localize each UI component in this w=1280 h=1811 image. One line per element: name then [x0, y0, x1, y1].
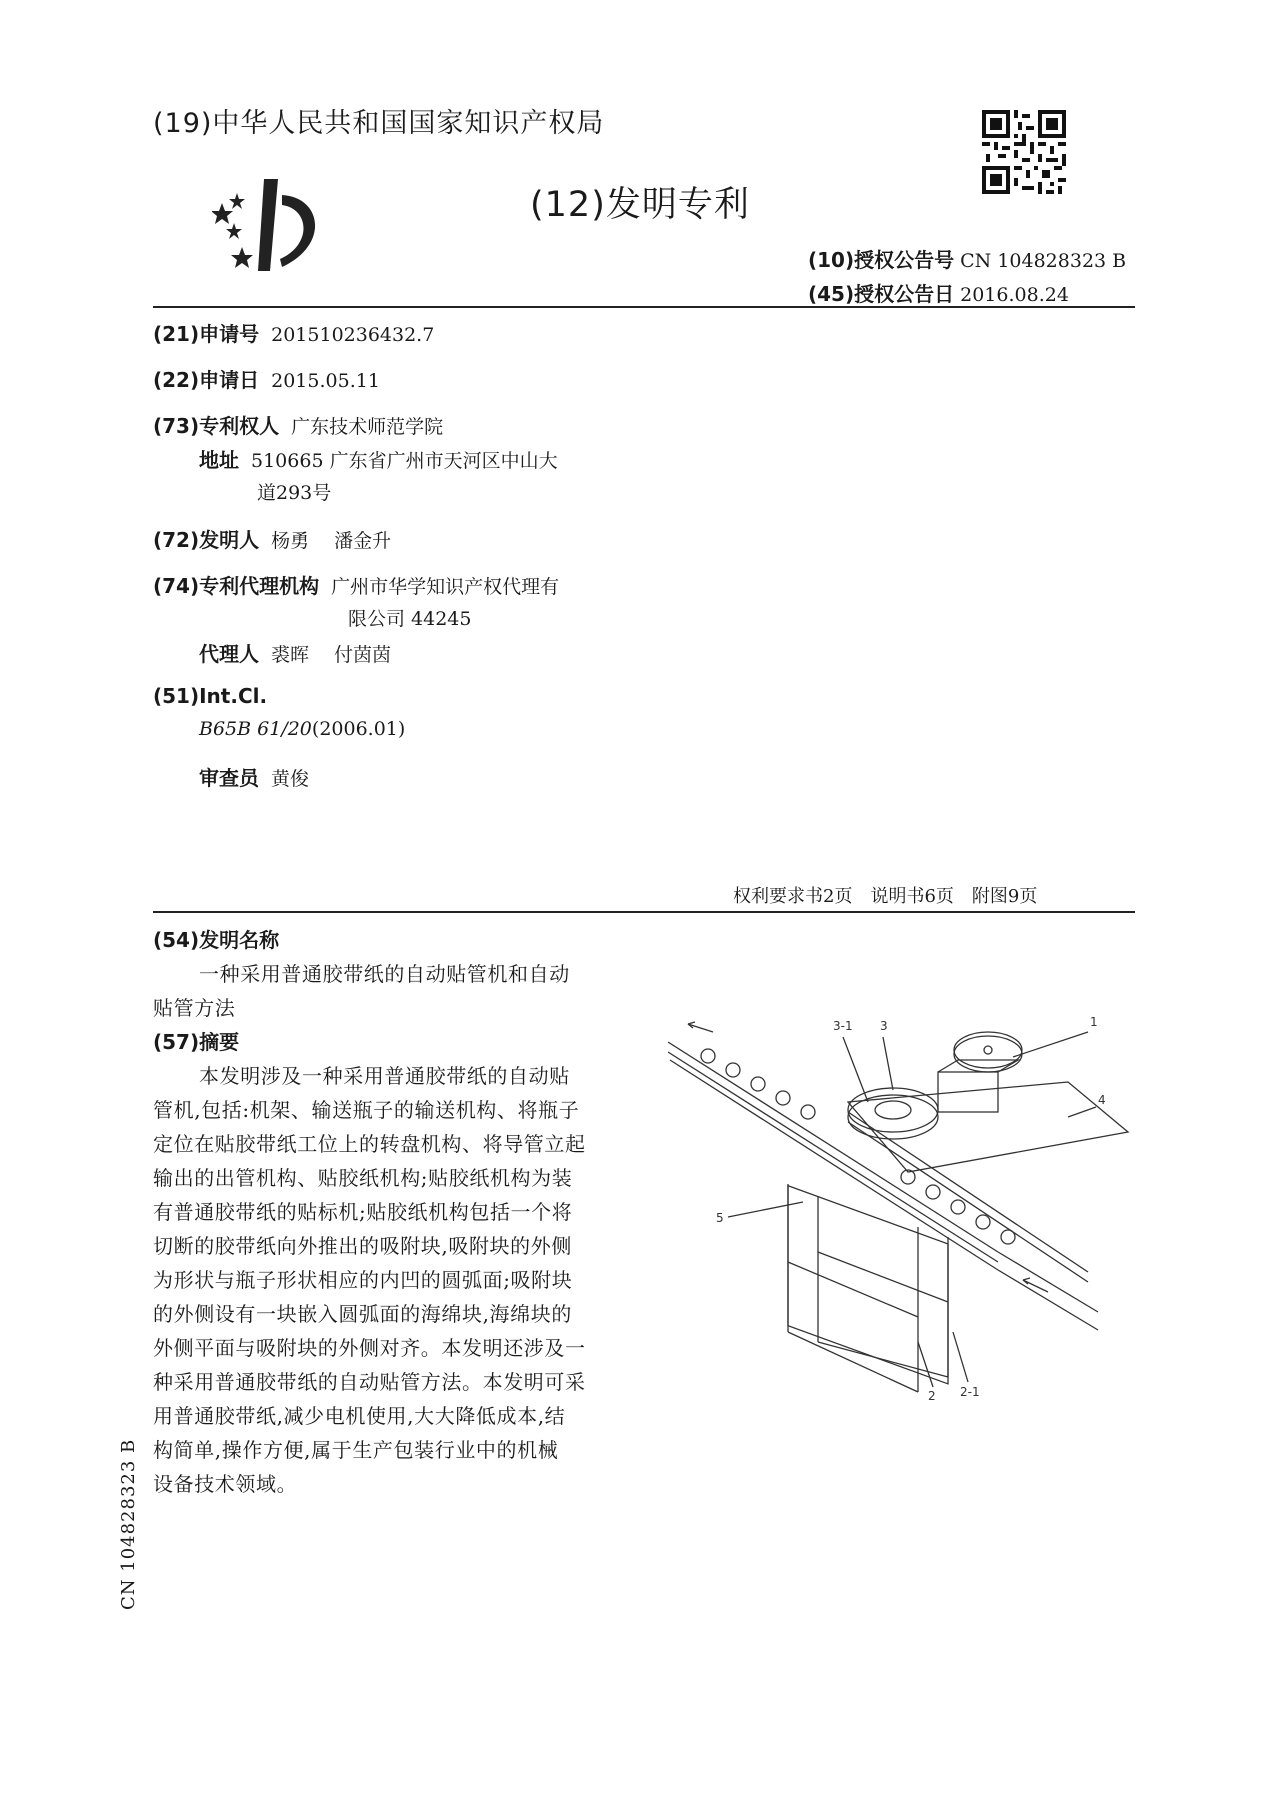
patentee-value: 广东技术师范学院 — [291, 416, 444, 438]
drawing-label: 4 — [1098, 1093, 1106, 1107]
examiner-row — [199, 762, 309, 791]
invention-title-label: (54)发明名称 — [153, 928, 280, 952]
agent-label: 代理人 — [199, 642, 259, 666]
abstract-line: 用普通胶带纸,减少电机使用,大大降低成本,结 — [153, 1404, 566, 1428]
application-date-label: (22)申请日 — [153, 368, 260, 392]
header-divider — [153, 306, 1135, 308]
drawing-label: 1 — [1090, 1015, 1098, 1029]
application-date-value: 2015.05.11 — [271, 370, 380, 392]
section-divider — [153, 911, 1135, 913]
inventors-label: (72)发明人 — [153, 528, 260, 552]
machine-drawing — [668, 1012, 1148, 1402]
application-number-value: 201510236432.7 — [271, 324, 435, 346]
patentee-row — [153, 410, 443, 439]
patentee-label: (73)专利权人 — [153, 414, 280, 438]
address-value-continued: 道293号 — [257, 482, 332, 504]
agent-value: 裘晖 付茵茵 — [271, 644, 392, 666]
description-page-count: 说明书6页 — [870, 886, 954, 907]
abstract-line: 外侧平面与吸附块的外侧对齐。本发明还涉及一 — [153, 1336, 586, 1360]
address-label: 地址 — [199, 448, 239, 472]
abstract-line: 定位在贴胶带纸工位上的转盘机构、将导管立起 — [153, 1132, 586, 1156]
examiner-value: 黄俊 — [271, 768, 310, 790]
cnipa-emblem-icon — [212, 175, 336, 275]
agency-row — [153, 570, 559, 599]
abstract-line: 切断的胶带纸向外推出的吸附块,吸附块的外侧 — [153, 1234, 572, 1258]
qr-code-icon — [982, 110, 1066, 194]
drawing-label: 2 — [928, 1389, 936, 1402]
invention-title-line-2: 贴管方法 — [153, 996, 236, 1020]
document-type: (12)发明专利 — [530, 185, 750, 225]
examiner-label: 审查员 — [199, 766, 259, 790]
intcl-row — [153, 684, 267, 708]
publication-date-value: 2016.08.24 — [960, 284, 1069, 306]
abstract-line: 输出的出管机构、贴胶纸机构;贴胶纸机构为装 — [153, 1166, 573, 1190]
abstract-line: 的外侧设有一块嵌入圆弧面的海绵块,海绵块的 — [153, 1302, 572, 1326]
application-number-label: (21)申请号 — [153, 322, 260, 346]
publication-number-row — [808, 244, 1126, 273]
side-patent-number: CN 104828323 B — [118, 1438, 139, 1610]
abstract-line: 为形状与瓶子形状相应的内凹的圆弧面;吸附块 — [153, 1268, 573, 1292]
abstract-line: 构简单,操作方便,属于生产包装行业中的机械 — [153, 1438, 559, 1462]
page-counts — [733, 882, 1055, 908]
abstract-label: (57)摘要 — [153, 1030, 240, 1054]
agent-row — [199, 638, 391, 667]
abstract-line: 设备技术领域。 — [153, 1472, 298, 1496]
intcl-label: (51)Int.Cl. — [153, 684, 268, 708]
drawing-label: 3-1 — [833, 1019, 853, 1033]
drawing-label: 3 — [880, 1019, 888, 1033]
publication-date-label: (45)授权公告日 — [808, 282, 955, 306]
intcl-version: (2006.01) — [311, 718, 406, 740]
claims-page-count: 权利要求书2页 — [733, 886, 853, 907]
intcl-classification — [199, 718, 405, 740]
abstract-line: 种采用普通胶带纸的自动贴管方法。本发明可采 — [153, 1370, 586, 1394]
address-row — [199, 444, 558, 473]
publication-number-value: CN 104828323 B — [960, 250, 1127, 272]
abstract-line: 本发明涉及一种采用普通胶带纸的自动贴 — [199, 1064, 570, 1088]
abstract-line: 管机,包括:机架、输送瓶子的输送机构、将瓶子 — [153, 1098, 580, 1122]
publication-date-row — [808, 278, 1069, 307]
agency-label: (74)专利代理机构 — [153, 574, 320, 598]
drawings-page-count: 附图9页 — [971, 886, 1038, 907]
inventors-value: 杨勇 潘金升 — [271, 530, 392, 552]
agency-value-continued: 限公司 44245 — [348, 608, 472, 630]
inventors-row — [153, 524, 391, 553]
issuing-office: (19)中华人民共和国国家知识产权局 — [153, 108, 605, 139]
drawing-label: 2-1 — [960, 1385, 980, 1399]
publication-number-label: (10)授权公告号 — [808, 248, 955, 272]
intcl-code: B65B 61/20 — [199, 718, 312, 740]
invention-title-line-1: 一种采用普通胶带纸的自动贴管机和自动 — [199, 962, 570, 986]
drawing-label: 5 — [716, 1211, 724, 1225]
abstract-line: 有普通胶带纸的贴标机;贴胶纸机构包括一个将 — [153, 1200, 573, 1224]
application-date-row — [153, 364, 380, 393]
address-value: 510665 广东省广州市天河区中山大 — [251, 450, 558, 472]
application-number-row — [153, 318, 434, 347]
agency-value: 广州市华学知识产权代理有 — [331, 576, 560, 598]
